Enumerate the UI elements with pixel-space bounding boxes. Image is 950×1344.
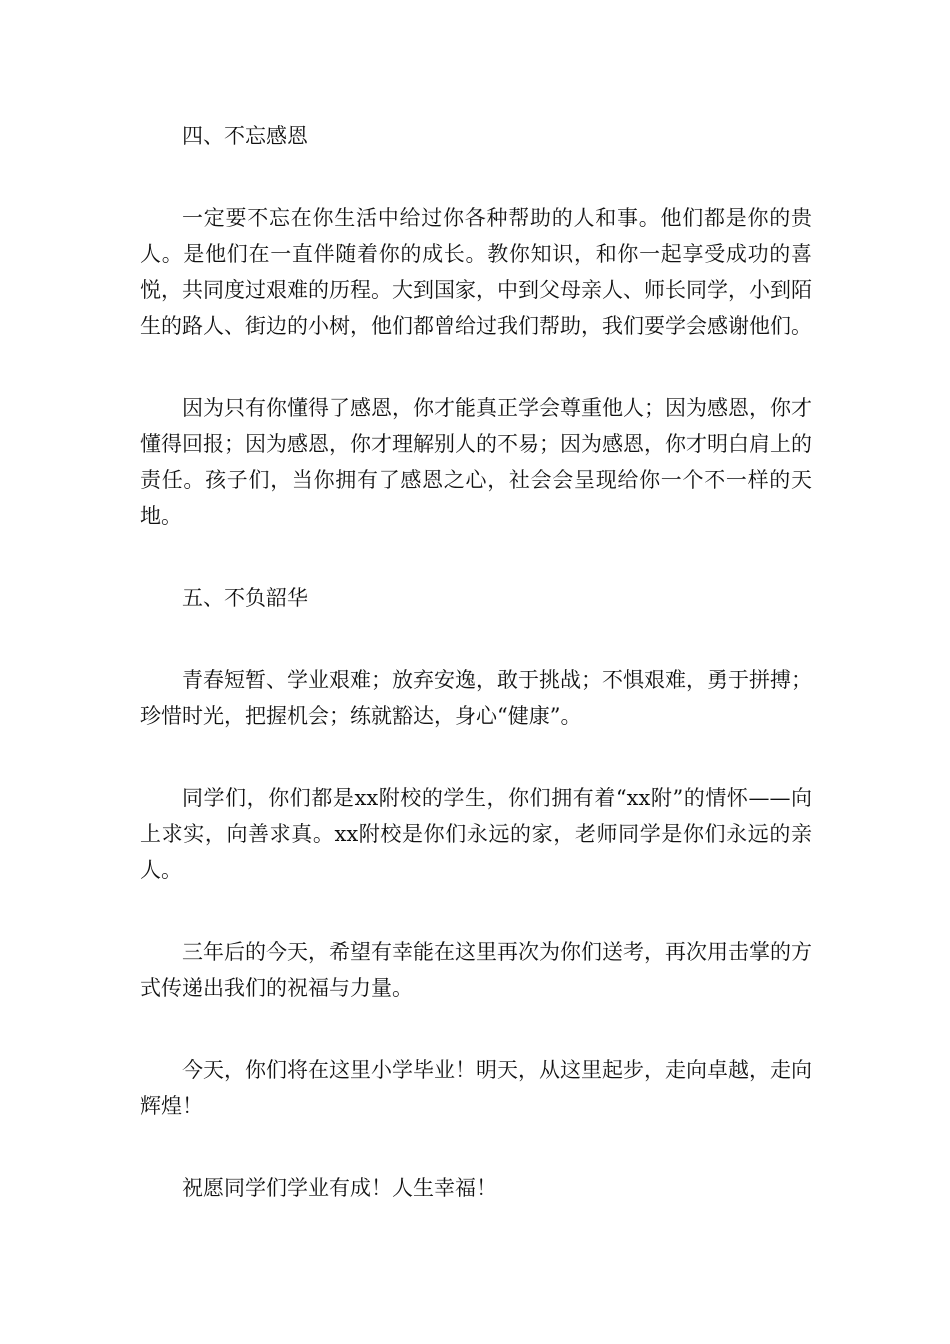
paragraph-youth-advice: 青春短暂、学业艰难；放弃安逸，敢于挑战；不惧艰难，勇于拼搏；珍惜时光，把握机会；练就豁达，身心“健康”。 (140, 668, 812, 728)
paragraph-spacer (140, 534, 812, 580)
paragraph-spacer (140, 1124, 812, 1170)
section-heading-youth: 五、不负韶华 (182, 586, 308, 610)
paragraph-spacer (140, 1006, 812, 1052)
paragraph-spacer (140, 616, 812, 662)
paragraph-gratitude-meaning: 因为只有你懂得了感恩，你才能真正学会尊重他人；因为感恩，你才懂得回报；因为感恩，你才理解别人的不易；因为感恩，你才明白肩上的责任。孩子们，当你拥有了感恩之心，社会会呈现给你一个不一样的天地。 (140, 396, 812, 528)
paragraph-spacer (140, 154, 812, 200)
paragraph-gratitude-people: 一定要不忘在你生活中给过你各种帮助的人和事。他们都是你的贵人。是他们在一直伴随着你的成长。教你知识，和你一起享受成功的喜悦，共同度过艰难的历程。大到国家，中到父母亲人、师长同学，小到陌生的路人、街边的小树，他们都曾给过我们帮助，我们要学会感谢他们。 (140, 206, 812, 338)
paragraph-school-family: 同学们，你们都是xx附校的学生，你们拥有着“xx附”的情怀——向上求实，向善求真。xx附校是你们永远的家，老师同学是你们永远的亲人。 (140, 786, 812, 882)
paragraph-blessing: 祝愿同学们学业有成！人生幸福！ (182, 1176, 497, 1200)
document-body (140, 118, 812, 1206)
paragraph-spacer (140, 344, 812, 390)
section-heading-gratitude: 四、不忘感恩 (182, 124, 308, 148)
paragraph-three-years: 三年后的今天，希望有幸能在这里再次为你们送考，再次用击掌的方式传递出我们的祝福与力量。 (140, 940, 812, 1000)
paragraph-spacer (140, 734, 812, 780)
paragraph-graduation: 今天，你们将在这里小学毕业！明天，从这里起步，走向卓越，走向辉煌！ (140, 1058, 812, 1118)
paragraph-spacer (140, 888, 812, 934)
